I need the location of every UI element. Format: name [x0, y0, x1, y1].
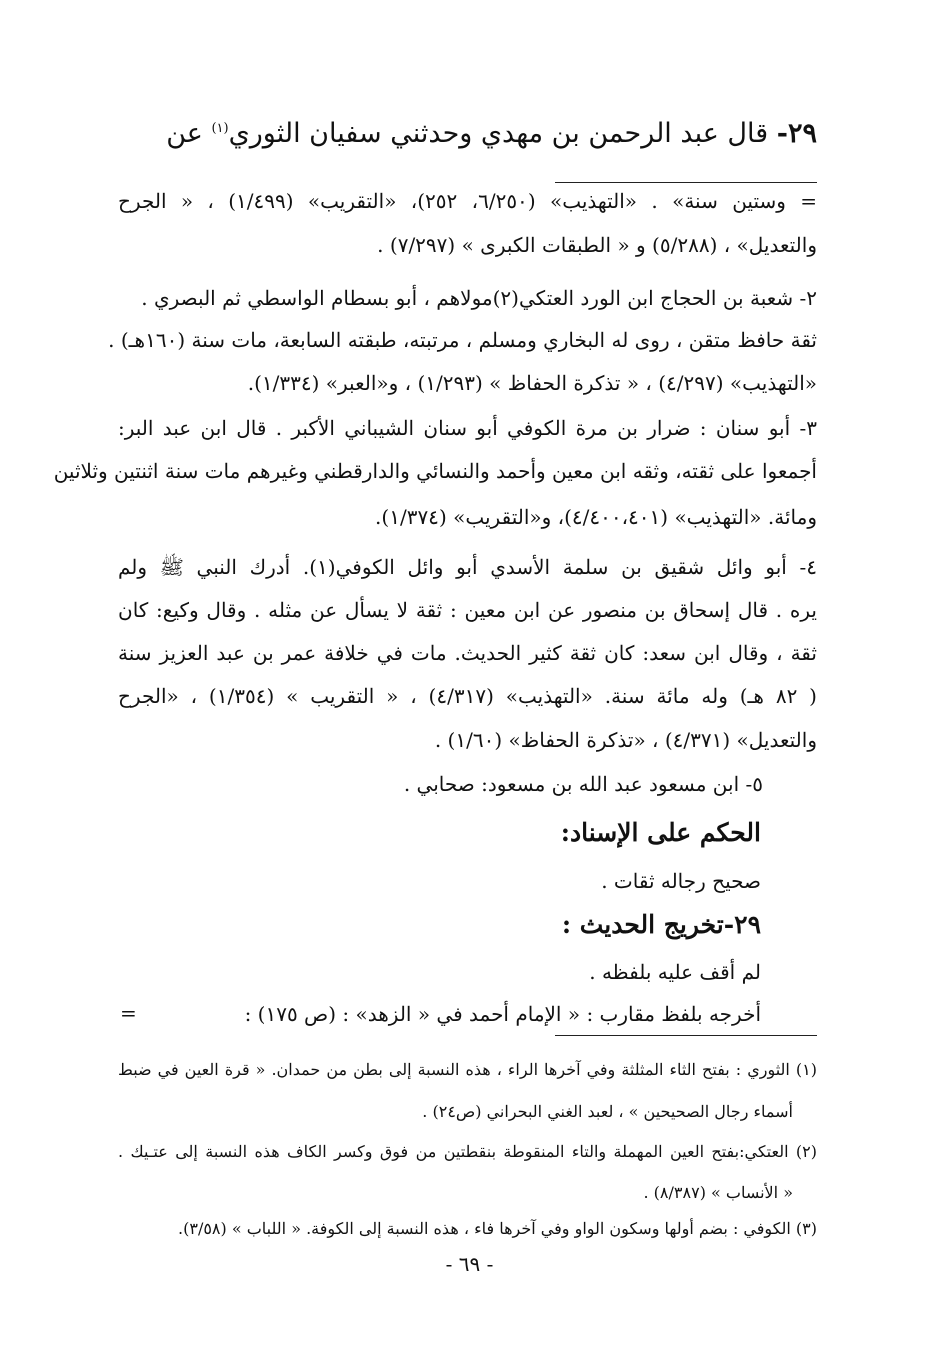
body-line: أخرجه بلفظ مقارب : « الإمام أحمد في « الزهد» : (ص ١٧٥) : — [244, 1002, 761, 1026]
body-line: والتعديل» ، (٥/٢٨٨) و « الطبقات الكبرى » (٧/٢٩٧) . — [377, 233, 817, 257]
body-line: ٤- أبو وائل شقيق بن سلمة الأسدي أبو وائل الكوفي(١). أدرك النبي ﷺ ولم — [118, 555, 817, 579]
body-line: «التهذيب» (٤/٢٩٧) ، « تذكرة الحفاظ » (١/٢٩٣) ، و«العبر» (١/٣٣٤). — [247, 371, 817, 395]
footnote-line: « الأنساب » (٨/٣٨٧) . — [643, 1183, 793, 1202]
body-line: أجمعوا على ثقته، وثقه ابن معين وأحمد والنسائي والدارقطني وغيرهم مات سنة اثنتين وثلاثين — [53, 459, 817, 483]
body-line: ٥- ابن مسعود عبد الله بن مسعود: صحابي . — [403, 772, 763, 796]
continuation-mark: = — [120, 1001, 137, 1025]
footnote-line: أسماء رجال الصحيحين » ، لعبد الغني البحراني (ص٢٤) . — [422, 1102, 793, 1121]
body-line: يره . قال إسحاق بن منصور عن ابن معين : ثقة لا يسأل عن مثله . وقال وكيع: كان — [118, 598, 817, 622]
hadith-heading-tail: عن — [166, 118, 203, 149]
body-line: ثقة حافظ متقن ، روى له البخاري ومسلم ، مرتبته، طبقته السابعة، مات سنة (١٦٠هـ) . — [108, 328, 817, 352]
footnote-ref: (١) — [211, 121, 229, 136]
footnote-line: (١) الثوري : بفتح الثاء المثلثة وفي آخرها الراء ، هذه النسبة إلى بطن من حمدان. « قرة العين في ضبط — [118, 1060, 817, 1079]
footnote-line: (٣) الكوفي : بضم أولها وسكون الواو وفي آخرها فاء ، هذه النسبة إلى الكوفة. « اللباب » (٣/٥٨). — [178, 1219, 817, 1238]
body-line: ٢- شعبة بن الحجاج ابن الورد العتكي(٢)مولاهم ، أبو بسطام الواسطي ثم البصري . — [141, 286, 817, 310]
footnote-rule — [555, 1035, 817, 1036]
section-text: لم أقف عليه بلفظه . — [589, 960, 761, 984]
hadith-number: ٢٩- — [776, 118, 817, 149]
body-line: ثقة ، وقال ابن سعد: كان ثقة كثير الحديث. مات في خلافة عمر بن عبد العزيز سنة — [118, 641, 817, 665]
body-line: ٣- أبو سنان : ضرار بن مرة الكوفي أبو سنان الشيباني الأكبر . قال ابن عبد البر: — [118, 416, 817, 440]
body-line: ( ٨٢ هـ) وله مائة سنة. «التهذيب» (٤/٣١٧) ، « التقريب » (١/٣٥٤) ، «الجرح — [118, 684, 817, 708]
body-line: = وستين سنة» . «التهذيب» (٦/٢٥٠، ٢٥٢)، «التقريب» (١/٤٩٩) ، « الجرح — [118, 189, 818, 213]
section-title: الحكم على الإسناد: — [560, 818, 761, 847]
hadith-heading — [118, 112, 817, 156]
body-line: ومائة. «التهذيب» (٤/٤٠٠،٤٠١)، و«التقريب» (١/٣٧٤). — [375, 505, 817, 529]
page-number: - ٦٩ - — [445, 1252, 494, 1276]
hadith-heading-text: قال عبد الرحمن بن مهدي وحدثني سفيان الثوري — [228, 118, 769, 149]
footnote-line: (٢) العتكي:بفتح العين المهملة والتاء المنقوطة بنقطتين من فوق وكسر الكاف هذه النسبة إلى عتـيك . — [118, 1142, 818, 1161]
section-title: ٢٩-تخريج الحديث : — [561, 910, 761, 939]
body-line: والتعديل» (٤/٣٧١) ، «تذكرة الحفاظ» (١/٦٠) . — [434, 728, 817, 752]
section-text: صحيح رجاله ثقات . — [601, 869, 761, 893]
